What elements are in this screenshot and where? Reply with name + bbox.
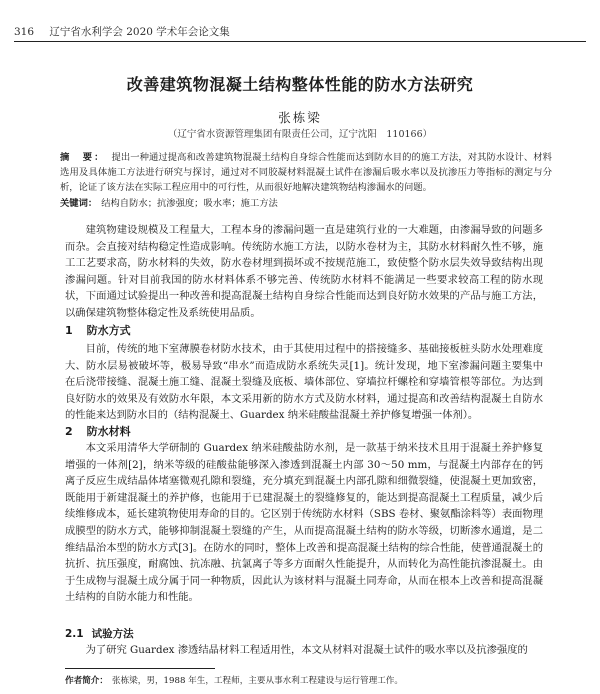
paper-title: 改善建筑物混凝土结构整体性能的防水方法研究 xyxy=(126,75,474,94)
intro-section xyxy=(65,222,543,322)
abstract xyxy=(60,150,552,195)
section-2-paragraph: 本文采用清华大学研制的 Guardex 纳米硅酸盐防水剂，是一款基于纳米技术且用于混凝土养护修复增强的一体剂[2]，纳米等级的硅酸盐能够深入渗透到混凝土内部 30～50 mm，与混凝土内部存在的钙离子反应生成结晶体堵塞微观孔隙和裂缝，充分填充到混凝土内部孔隙和细微裂缝，使混凝土更加致密，既能用于新建混凝土的养护修，也能用于已建混凝土的裂缝修复的，能达到提高混凝土工程质量，减少后续维修成本，延长建筑物使用寿命的目的。它区别于传统防水材料（SBS 卷材、聚氨酯涂料等）表面物理成膜型的防水方式，能够抑制混凝土裂缝的产生，从而提高混凝土结构的防水等级，切断渗水通道，是二维结晶治本型的防水方式[3]。在防水的同时，整体上改善和提高混凝土结构的综合性能，使普通混凝土的抗折、抗压强度，耐腐蚀、抗冻融、抗氯离子等多方面耐久性能提升，从而转化为高性能抗渗混凝土。由于生成物与混凝土成分属于同一种物质，因此认为该材料与混凝土同寿命，从而在根本上改善和提高混凝土结构的自防水能力和性能。 xyxy=(65,442,544,604)
section-2-body xyxy=(65,440,543,606)
intro-paragraph: 建筑物建设规模及工程量大，工程本身的渗漏问题一直是建筑行业的一大难题，由渗漏导致的问题多而杂。会直接对结构稳定性造成影响。传统防水施工方法，以防水卷材为主，其防水材料耐久性不够，施工工艺要求高，防水材料的失效，防水卷材埋到损坏或不按规范施工，致使整个防水层失效导致结构出现渗漏问题。针对目前我国的防水材料体系不够完善、传统防水材料不能满足一些要求较高工程的防水现状，下面通过试验提出一种改善和提高混凝土结构自身综合性能而达到良好防水效果的产品与施工方法，以确保建筑物整体稳定性及系统使用品质。 xyxy=(65,224,543,319)
section-number: 1 xyxy=(65,324,73,337)
journal-name: 辽宁省水利学会 2020 学术年会论文集 xyxy=(49,26,230,38)
section-1-body xyxy=(65,341,543,424)
keywords xyxy=(60,196,552,211)
subsection-number: 2.1 xyxy=(65,628,84,640)
section-title: 防水材料 xyxy=(86,425,131,438)
section-heading-2 xyxy=(65,423,131,439)
subsection-2-1-body xyxy=(65,642,543,659)
subsection-title: 试验方法 xyxy=(91,628,134,640)
section-heading-1 xyxy=(65,322,131,338)
running-header xyxy=(14,24,230,39)
footnote-divider xyxy=(65,668,215,669)
author-affiliation: （辽宁省水资源管理集团有限责任公司，辽宁沈阳 110166） xyxy=(167,129,433,140)
keywords-text: 结构自防水；抗渗强度；吸水率；施工方法 xyxy=(101,198,278,209)
subsection-heading-2-1 xyxy=(65,626,134,641)
author-name: 张栋梁 xyxy=(278,110,322,125)
section-title: 防水方式 xyxy=(86,324,131,337)
page-number: 316 xyxy=(14,26,35,38)
author-footnote xyxy=(65,674,403,686)
section-number: 2 xyxy=(65,425,73,438)
keywords-label: 关键词： xyxy=(60,198,98,209)
footnote-label: 作者简介： xyxy=(65,676,108,686)
header-divider xyxy=(14,41,586,42)
abstract-label: 摘 要： xyxy=(60,152,106,163)
section-1-paragraph: 目前，传统的地下室薄膜卷材防水技术，由于其使用过程中的搭接缝多、基础接板桩头防水处理难度大、防水层易被破坏等，极易导致“串水”而造成防水系统失灵[1]。统计发现，地下室渗漏问题主要集中在后浇带接缝、混凝土施工缝、混凝土裂缝及底板、墙体部位、穿墙拉杆螺栓和穿墙管根等部位。为达到良好防水的效果及有效防水年限，本文采用新的防水方式及防水材料，通过提高和改善结构混凝土自防水的性能来达到防水目的（结构混凝土、Guardex 纳米硅酸盐混凝土养护修复增强一体剂）。 xyxy=(65,343,543,422)
footnote-text: 张栋梁，男，1988 年生，工程师，主要从事水利工程建设与运行管理工作。 xyxy=(111,676,403,686)
subsection-2-1-paragraph: 为了研究 Guardex 渗透结晶材料工程适用性，本文从材料对混凝土试件的吸水率以及抗渗强度的 xyxy=(85,644,528,656)
abstract-text: 提出一种通过提高和改善建筑物混凝土结构自身综合性能而达到防水目的的施工方法，对其防水设计、材料选用及具体施工方法进行研究与探讨，通过对不同胶凝材料混凝土试件在渗漏后吸水率以及抗渗压力等指标的测定与分析，论证了该方法在实际工程应用中的可行性，从而很好地解决建筑物结构渗漏水的问题。 xyxy=(60,152,552,193)
